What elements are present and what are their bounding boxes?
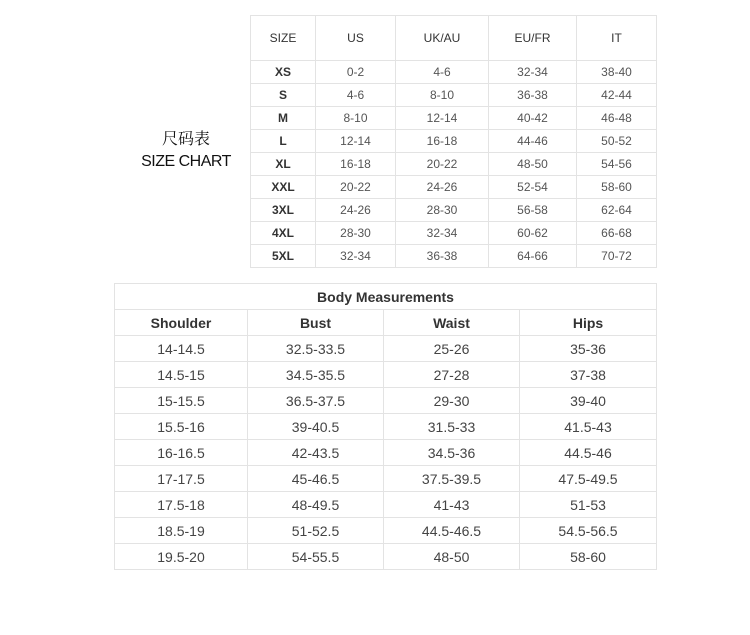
table-cell: 36.5-37.5: [248, 388, 384, 414]
table-cell: 39-40: [520, 388, 657, 414]
table-cell: 17.5-18: [115, 492, 248, 518]
table-cell: 51-53: [520, 492, 657, 518]
table-cell: 12-14: [396, 107, 489, 130]
table-cell: 35-36: [520, 336, 657, 362]
table-row: [251, 84, 657, 107]
table-cell: 54-56: [577, 153, 657, 176]
table-row: [251, 130, 657, 153]
table-cell: M: [251, 107, 316, 130]
table-cell: 44-46: [489, 130, 577, 153]
table-cell: 45-46.5: [248, 466, 384, 492]
table-cell: 42-44: [577, 84, 657, 107]
title-chinese: 尺码表: [161, 129, 210, 148]
table-cell: 41.5-43: [520, 414, 657, 440]
table-cell: 41-43: [384, 492, 520, 518]
table-cell: 16-18: [396, 130, 489, 153]
table-cell: 28-30: [316, 222, 396, 245]
table-cell: 16-18: [316, 153, 396, 176]
table-cell: 32.5-33.5: [248, 336, 384, 362]
body-measurements-table: [114, 283, 657, 570]
column-header: IT: [577, 16, 657, 61]
table-row: [115, 336, 657, 362]
table-cell: 32-34: [316, 245, 396, 268]
table-cell: 62-64: [577, 199, 657, 222]
table-cell: 12-14: [316, 130, 396, 153]
table-cell: 36-38: [489, 84, 577, 107]
table-cell: XL: [251, 153, 316, 176]
table-cell: 25-26: [384, 336, 520, 362]
table-row: [115, 492, 657, 518]
table-row: [251, 245, 657, 268]
column-header: Shoulder: [115, 310, 248, 336]
table-row: [115, 414, 657, 440]
table-cell: 20-22: [316, 176, 396, 199]
table-row: [251, 199, 657, 222]
size-table-header-row: [251, 16, 657, 61]
column-header: US: [316, 16, 396, 61]
table-cell: 48-50: [489, 153, 577, 176]
table-cell: 60-62: [489, 222, 577, 245]
table-cell: 19.5-20: [115, 544, 248, 570]
table-cell: 15.5-16: [115, 414, 248, 440]
table-cell: 34.5-36: [384, 440, 520, 466]
body-table-body: [115, 336, 657, 570]
table-cell: 38-40: [577, 61, 657, 84]
column-header: EU/FR: [489, 16, 577, 61]
column-header: UK/AU: [396, 16, 489, 61]
table-cell: 29-30: [384, 388, 520, 414]
table-row: [115, 388, 657, 414]
body-table-header-row: [115, 310, 657, 336]
table-cell: 36-38: [396, 245, 489, 268]
table-row: [115, 544, 657, 570]
table-cell: 31.5-33: [384, 414, 520, 440]
table-cell: 14-14.5: [115, 336, 248, 362]
table-row: [251, 176, 657, 199]
table-row: [115, 440, 657, 466]
table-cell: 17-17.5: [115, 466, 248, 492]
table-cell: 0-2: [316, 61, 396, 84]
size-table-body: [251, 61, 657, 268]
table-cell: 8-10: [316, 107, 396, 130]
table-cell: 3XL: [251, 199, 316, 222]
table-cell: 24-26: [316, 199, 396, 222]
table-cell: 51-52.5: [248, 518, 384, 544]
table-cell: 4-6: [316, 84, 396, 107]
table-cell: 58-60: [577, 176, 657, 199]
table-cell: 58-60: [520, 544, 657, 570]
title-english: SIZE CHART: [141, 153, 231, 170]
table-cell: 54-55.5: [248, 544, 384, 570]
table-cell: 20-22: [396, 153, 489, 176]
table-cell: 48-49.5: [248, 492, 384, 518]
table-cell: 44.5-46: [520, 440, 657, 466]
table-cell: 32-34: [396, 222, 489, 245]
table-cell: 16-16.5: [115, 440, 248, 466]
table-cell: 70-72: [577, 245, 657, 268]
table-cell: L: [251, 130, 316, 153]
table-cell: 18.5-19: [115, 518, 248, 544]
table-cell: 46-48: [577, 107, 657, 130]
column-header: Waist: [384, 310, 520, 336]
table-cell: 15-15.5: [115, 388, 248, 414]
table-cell: 50-52: [577, 130, 657, 153]
table-cell: 47.5-49.5: [520, 466, 657, 492]
table-row: [115, 466, 657, 492]
table-cell: 37-38: [520, 362, 657, 388]
table-cell: 39-40.5: [248, 414, 384, 440]
table-cell: 34.5-35.5: [248, 362, 384, 388]
column-header: Hips: [520, 310, 657, 336]
column-header: SIZE: [251, 16, 316, 61]
table-cell: 5XL: [251, 245, 316, 268]
table-cell: 37.5-39.5: [384, 466, 520, 492]
table-cell: 24-26: [396, 176, 489, 199]
table-row: [251, 61, 657, 84]
table-cell: 4XL: [251, 222, 316, 245]
table-cell: 8-10: [396, 84, 489, 107]
table-cell: 4-6: [396, 61, 489, 84]
body-table-caption: Body Measurements: [115, 284, 657, 310]
table-cell: 52-54: [489, 176, 577, 199]
table-cell: 56-58: [489, 199, 577, 222]
table-cell: 42-43.5: [248, 440, 384, 466]
table-row: [251, 107, 657, 130]
table-cell: 54.5-56.5: [520, 518, 657, 544]
table-row: [251, 153, 657, 176]
column-header: Bust: [248, 310, 384, 336]
table-cell: 27-28: [384, 362, 520, 388]
table-cell: 40-42: [489, 107, 577, 130]
table-cell: 64-66: [489, 245, 577, 268]
table-row: [251, 222, 657, 245]
table-cell: 66-68: [577, 222, 657, 245]
table-cell: XS: [251, 61, 316, 84]
table-cell: 48-50: [384, 544, 520, 570]
size-conversion-table: [250, 15, 657, 268]
table-cell: XXL: [251, 176, 316, 199]
table-row: [115, 362, 657, 388]
table-cell: 44.5-46.5: [384, 518, 520, 544]
table-row: [115, 518, 657, 544]
size-chart-title: [118, 128, 254, 174]
table-cell: S: [251, 84, 316, 107]
body-table-caption-row: [115, 284, 657, 310]
table-cell: 32-34: [489, 61, 577, 84]
table-cell: 28-30: [396, 199, 489, 222]
table-cell: 14.5-15: [115, 362, 248, 388]
